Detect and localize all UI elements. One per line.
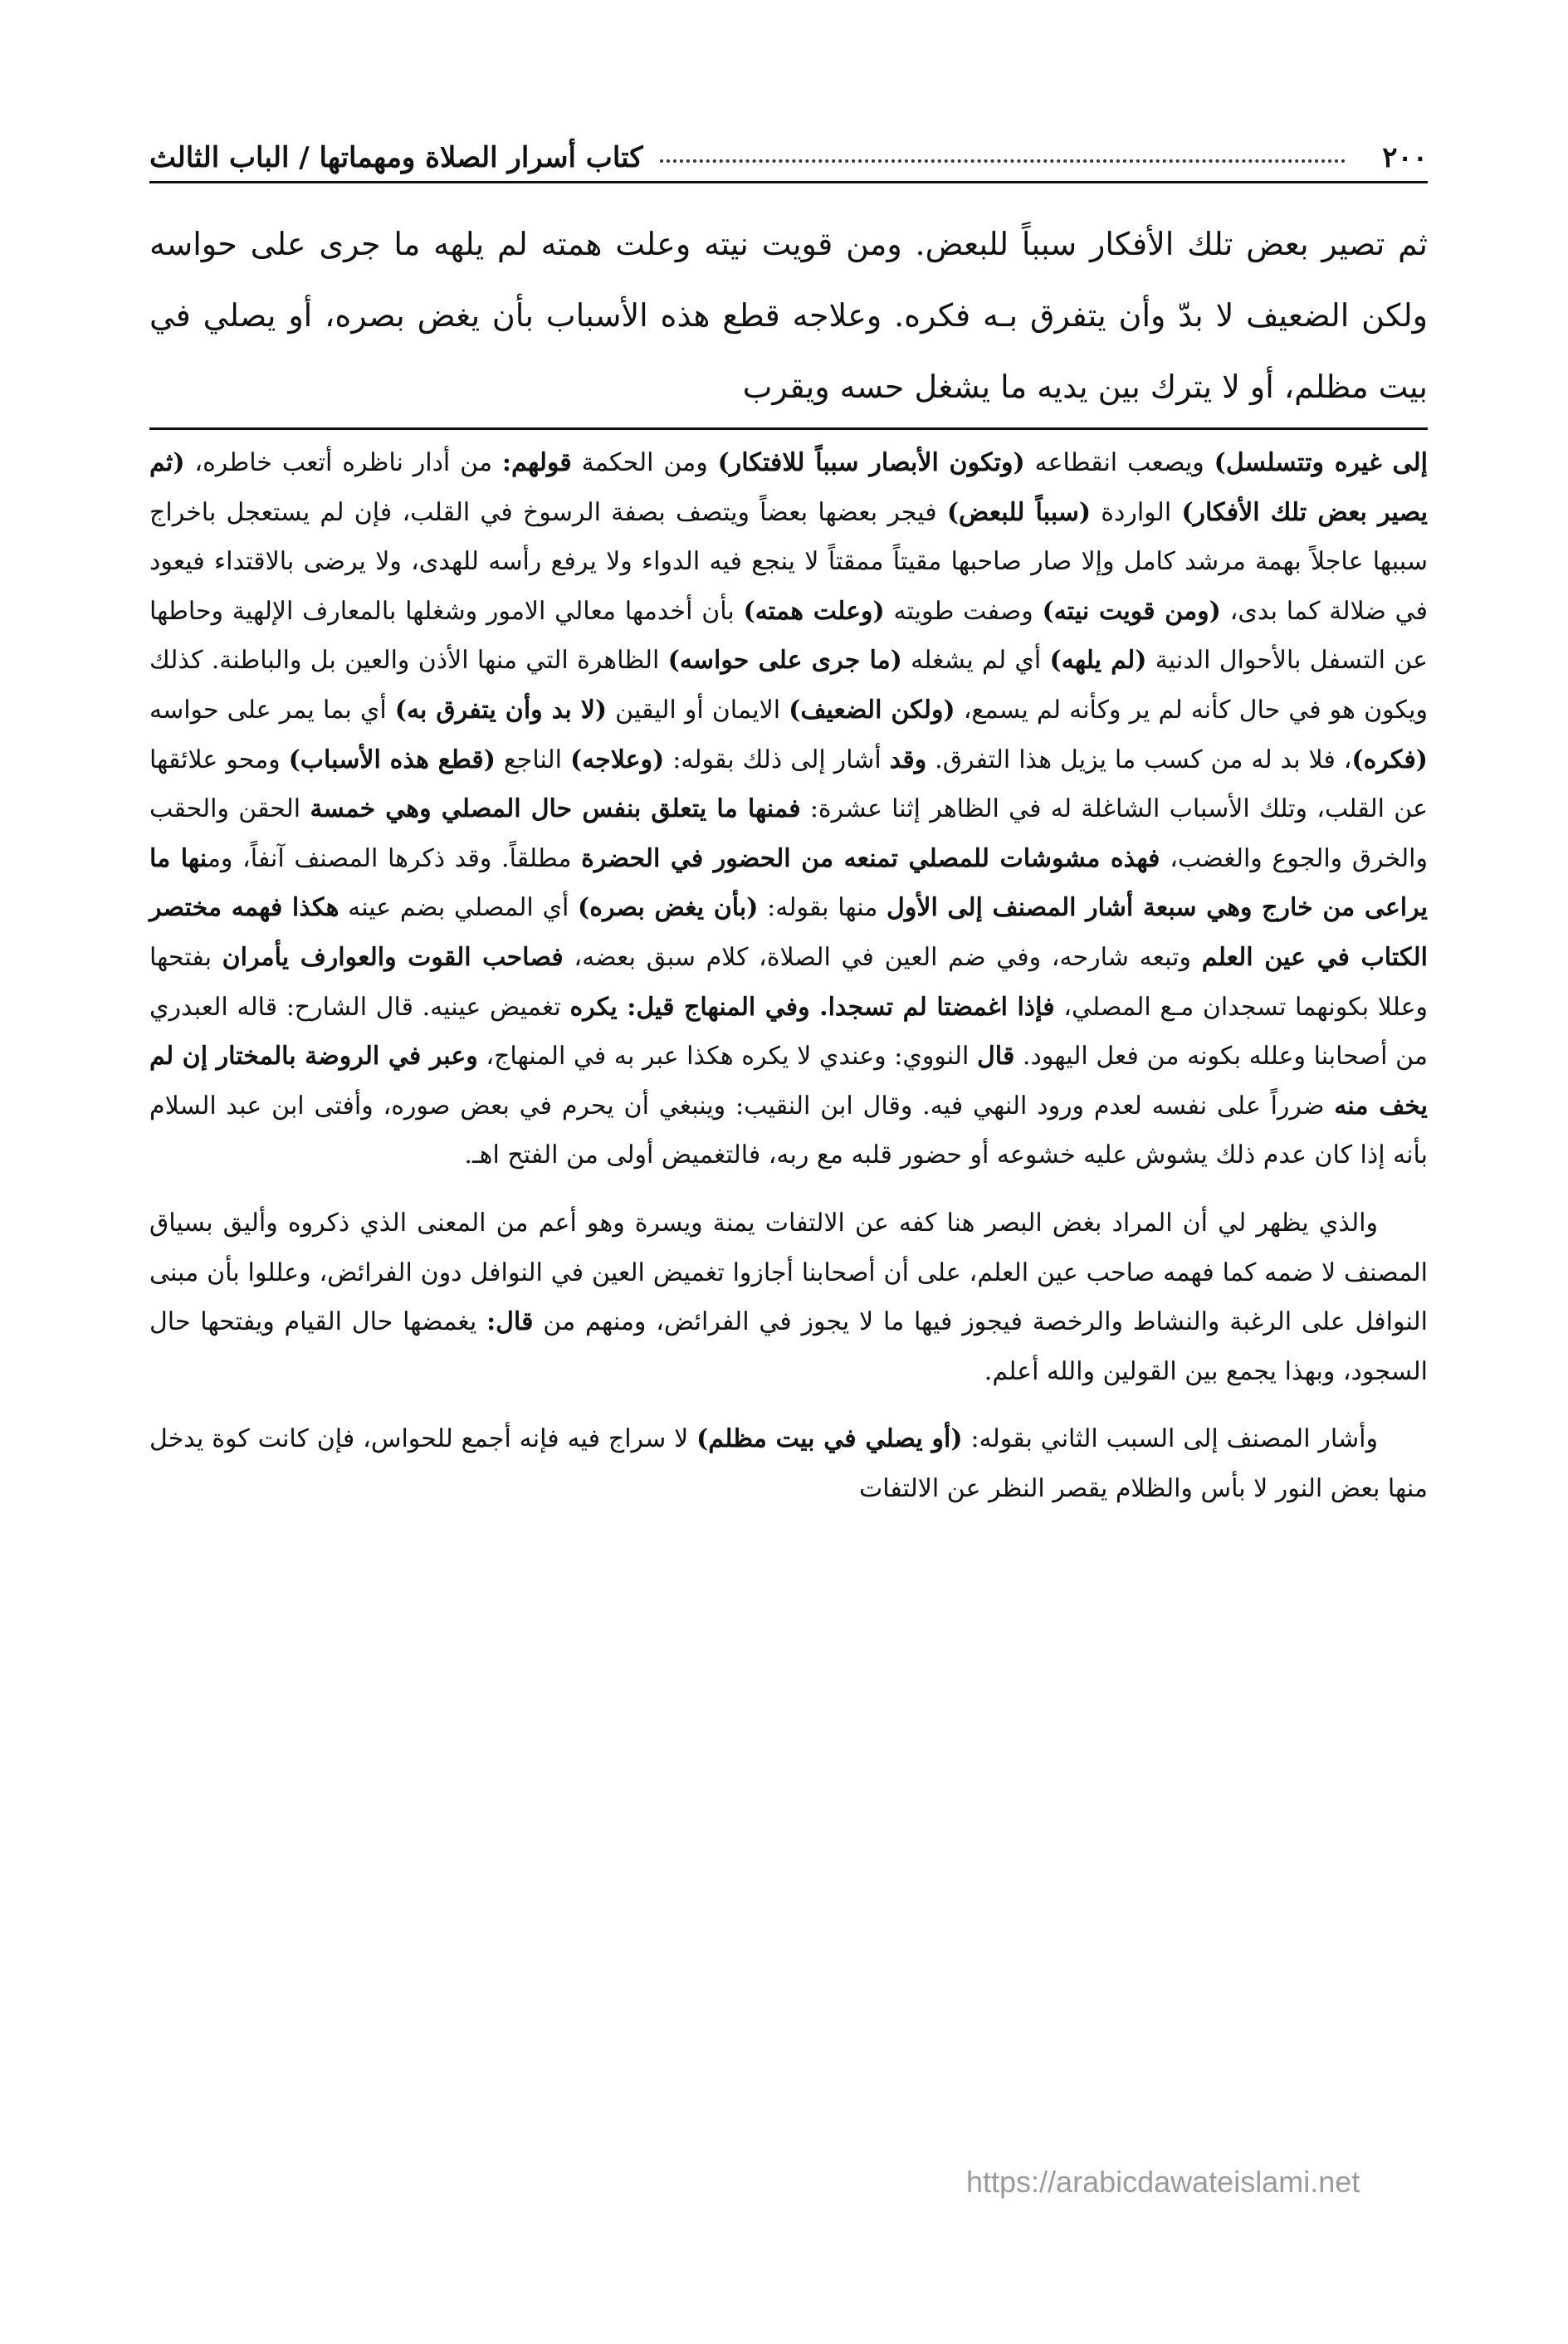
quoted-matn-text: قال xyxy=(977,1042,1015,1072)
quoted-matn-text: (لا بد وأن يتفرق به) xyxy=(394,695,608,725)
commentary-text: ، فلا بد له من كسب ما يزيل هذا التفرق. xyxy=(926,745,1352,774)
commentary-text: تغميض عينيه. قال الشارح: قاله العبدري من أصحابنا وعلله بكونه من فعل اليهود. xyxy=(149,992,1429,1072)
quoted-matn-text: فمنها ما يتعلق بنفس حال المصلي وهي خمسة xyxy=(310,794,801,824)
commentary-text: والذي يظهر لي أن المراد بغض البصر هنا كفه عن الالتفات يمنة ويسرة وهو أعم من المعنى الذي ذكروه وأليق بسياق المصنف لا ضمه كما فهمه صاحب عين العلم، على أن أصحابنا أجازوا تغميض العين في النوافل دون الفرائض، وعللوا بأن مبنى النوافل على الرغبة والنشاط والرخصة فيجوز فيها ما لا يجوز في الفرائض، ومنهم من xyxy=(149,1208,1428,1337)
commentary-text: ومحو علائقها عن القلب، وتلك الأسباب الشاغلة له في الظاهر إثنا عشرة: xyxy=(149,745,1429,824)
quoted-matn-text: (فكره) xyxy=(1351,745,1428,774)
commentary-text: أشار إلى ذلك بقوله: xyxy=(664,745,890,774)
quoted-matn-text: (وعلت همته) xyxy=(743,596,885,626)
watermark-url: https://arabicdawateislami.net xyxy=(966,2165,1360,2199)
commentary-text: الظاهرة التي منها الأذن والعين بل والباطنة. كذلك ويكون هو في حال كأنه لم ير وكأنه لم يسمع، xyxy=(149,646,1429,725)
quoted-matn-text: (بأن يغض بصره) xyxy=(578,893,759,923)
commentary-paragraph-1 xyxy=(149,438,1428,1180)
commentary-paragraph-2 xyxy=(149,1199,1428,1396)
commentary xyxy=(149,438,1428,1513)
running-title: كتاب أسرار الصلاة ومهماتها / الباب الثالث xyxy=(149,141,643,174)
quoted-matn-text: قال: xyxy=(486,1307,534,1337)
commentary-paragraph-3 xyxy=(149,1414,1428,1513)
text-divider xyxy=(149,427,1428,430)
quoted-matn-text: هكذا فهمه مختصر الكتاب في عين العلم xyxy=(149,893,1429,972)
commentary-text: أي بما يمر على حواسه xyxy=(149,695,395,725)
commentary-text: وتبعه شارحه، وفي ضم العين في الصلاة، كلام سبق بعضه، xyxy=(563,942,1202,972)
quoted-matn-text: (وتكون الأبصار سبباً للافتكار) xyxy=(717,448,1025,477)
header-dotted-leader xyxy=(660,159,1346,163)
commentary-text: بفتحها وعللا بكونهما تسجدان مـع المصلي، xyxy=(149,942,1428,1022)
quoted-matn-text: فإذا اغمضتا لم تسجدا. وفي المنهاج قيل: يكره xyxy=(569,992,1055,1022)
page-header xyxy=(149,125,1428,183)
commentary-text: يغمضها حال القيام ويفتحها حال السجود، وبهذا يجمع بين القولين والله أعلم. xyxy=(149,1307,1428,1386)
main-text: ثم تصير بعض تلك الأفكار سبباً للبعض. ومن قويت نيته وعلت همته لم يلهه ما جرى على حواسه ولكن الضعيف لا بدّ وأن يتفرق بـه فكره. وعلاجه قطع هذه الأسباب بأن يغض بصره، أو يصلي في بيت مظلم، أو لا يترك بين يديه ما يشغل حسه ويقرب xyxy=(149,226,1428,405)
commentary-text: منها بقوله: xyxy=(758,893,887,923)
quoted-matn-text: فصاحب القوت والعوارف يأمران xyxy=(222,942,564,972)
commentary-text: بأن أخدمها معالي الامور وشغلها بالمعارف الإلهية وحاطها عن التسفل بالأحوال الدنية xyxy=(149,596,1428,676)
quoted-matn-text: فهذه مشوشات للمصلي تمنعه من الحضور في الحضرة xyxy=(581,843,1160,873)
commentary-text: أي المصلي بضم عينه xyxy=(339,893,579,923)
quoted-matn-text: (ما جرى على حواسه) xyxy=(667,646,902,676)
commentary-text: مطلقاً. وقد ذكرها المصنف آنفاً، وم xyxy=(207,843,582,873)
commentary-text: لا سراج فيه فإنه أجمع للحواس، فإن كانت كوة يدخل منها بعض النور لا بأس والظلام يقصر النظر عن الالتفات xyxy=(149,1424,1428,1503)
commentary-text: ويصعب انقطاعه xyxy=(1024,448,1214,477)
quoted-matn-text: (ثم يصير بعض تلك الأفكار) xyxy=(149,448,1428,527)
quoted-matn-text: (ولكن الضعيف) xyxy=(789,695,955,725)
commentary-text: النووي: وعندي لا يكره هكذا عبر به في المنهاج، xyxy=(477,1042,977,1072)
quoted-matn-text: (وعلاجه) xyxy=(569,745,665,774)
commentary-text: أي لم يشغله xyxy=(901,646,1050,676)
commentary-text: وأشار المصنف إلى السبب الثاني بقوله: xyxy=(962,1424,1378,1454)
commentary-text: الحقن والحقب والخرق والجوع والغضب، xyxy=(149,794,1428,873)
commentary-text: ضرراً على نفسه لعدم ورود النهي فيه. وقال ابن النقيب: وينبغي أن يحرم في بعض صوره، وأفتى ابن عبد السلام بأنه إذا كان عدم ذلك يشوش عليه خشوعه أو حضور قلبه مع ربه، فالتغميض أولى من الفتح اهـ. xyxy=(149,1091,1428,1170)
quoted-matn-text: قولهم: xyxy=(501,448,572,477)
quoted-matn-text: وقد xyxy=(889,745,927,774)
commentary-text: الايمان أو اليقين xyxy=(607,695,789,725)
quoted-matn-text: (قطع هذه الأسباب) xyxy=(288,745,496,774)
quoted-matn-text: (لم يلهه) xyxy=(1049,646,1147,676)
commentary-text: من أدار ناظره أتعب خاطره، xyxy=(184,448,502,477)
commentary-text: فيجر بعضها بعضاً ويتصف بصفة الرسوخ في القلب، فإن لم يستعجل باخراج سببها عاجلاً بهمة مرشد كامل وإلا صار صاحبها مقيتاً ممقتاً لا ينجع فيه الدواء ولا يرفع رأسه للهدى، ولا يرضى بالاقتداء فيعود في ضلالة كما بدى، xyxy=(149,497,1428,626)
quoted-matn-text: (ومن قويت نيته) xyxy=(1042,596,1221,626)
quoted-matn-text: إلى غيره وتتسلسل) xyxy=(1214,448,1428,477)
quoted-matn-text: (سبباً للبعض) xyxy=(946,497,1092,527)
quoted-matn-text: وعبر في الروضة بالمختار إن لم يخف منه xyxy=(149,1042,1428,1121)
quoted-matn-text: نها ما يراعى من خارج وهي سبعة أشار المصنف إلى الأول xyxy=(149,843,1428,923)
commentary-text: ومن الحكمة xyxy=(571,448,718,477)
commentary-text: الناجع xyxy=(495,745,570,774)
page-number: ٢٠٠ xyxy=(1382,141,1428,174)
quoted-matn-text: (أو يصلي في بيت مظلم) xyxy=(696,1424,963,1454)
commentary-text: وصفت طويته xyxy=(884,596,1043,626)
commentary-text: الواردة xyxy=(1091,497,1182,527)
book-page xyxy=(149,125,1428,1513)
